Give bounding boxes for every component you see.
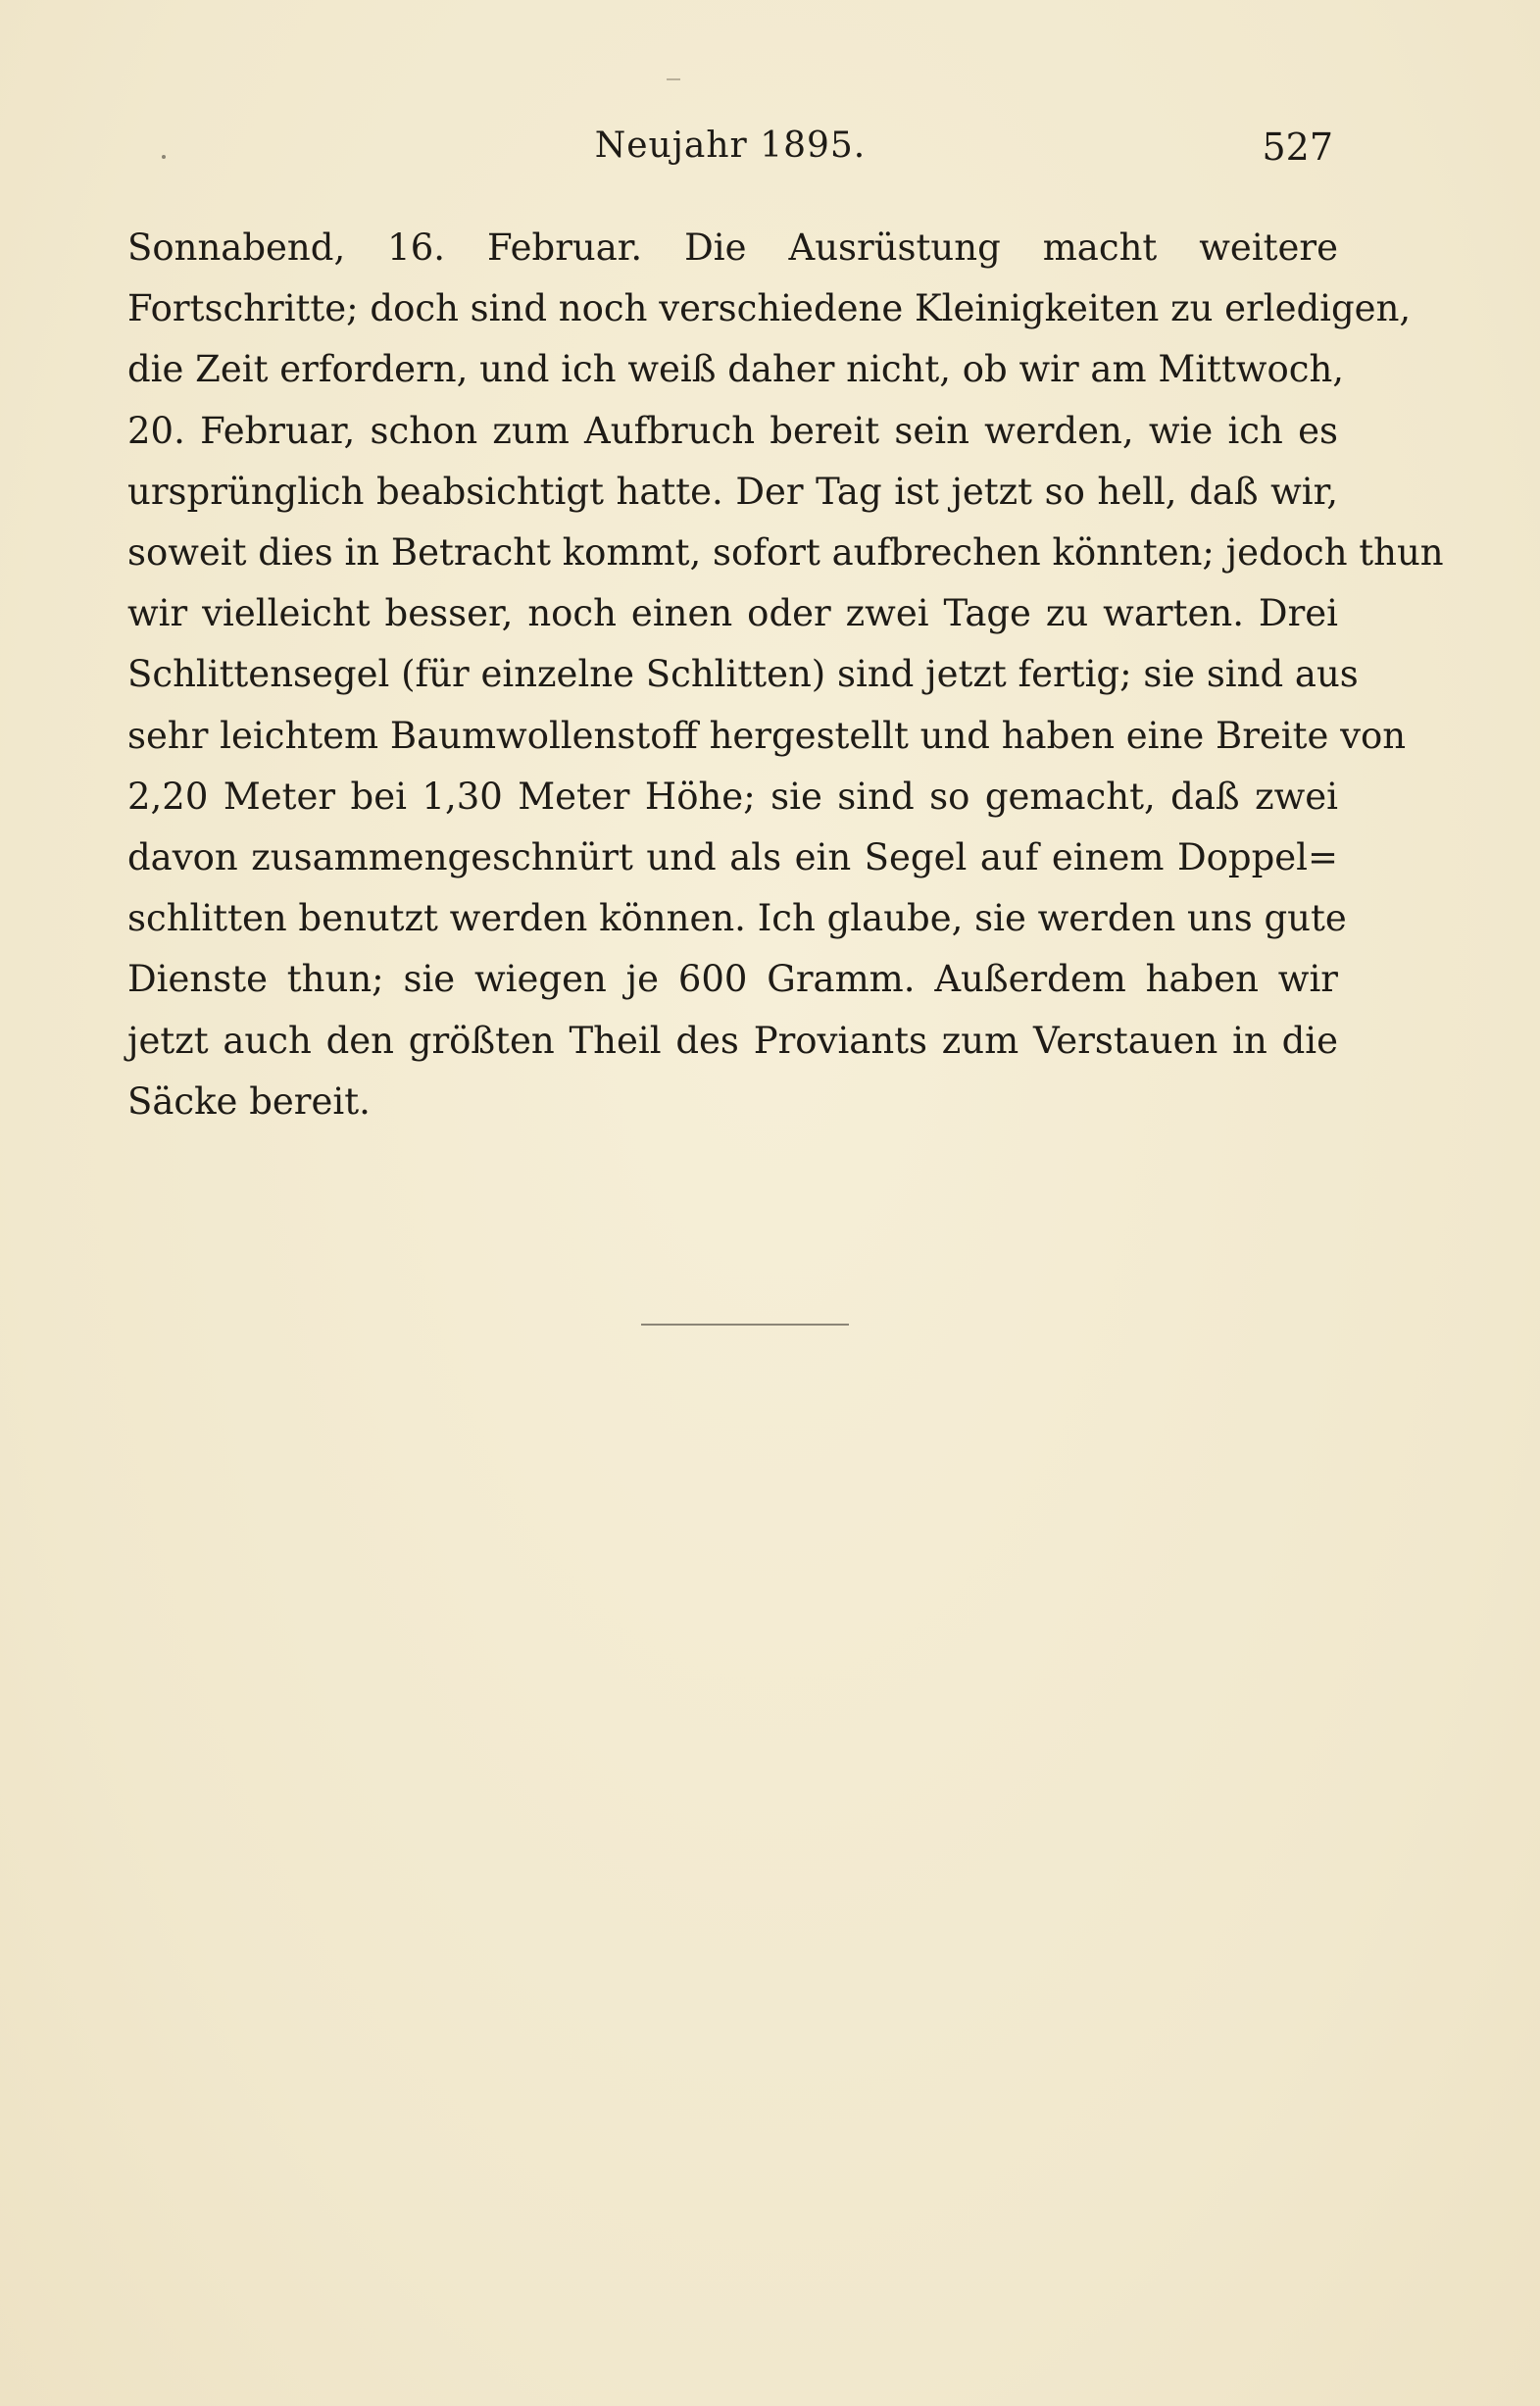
text-line: Dienste thun; sie wiegen je 600 Gramm. Außerdem haben wir	[127, 958, 1338, 1001]
section-divider	[641, 1324, 849, 1326]
text-line: Sonnabend, 16. Februar. Die Ausrüstung macht weitere	[127, 226, 1338, 269]
text-line: ursprünglich beabsichtigt hatte. Der Tag ist jetzt so hell, daß wir,	[127, 470, 1338, 513]
text-line: soweit dies in Betracht kommt, sofort aufbrechen könnten; jedoch thun	[127, 531, 1444, 575]
text-line: davon zusammengeschnürt und als ein Segel auf einem Doppel=	[127, 836, 1338, 879]
text-line: Säcke bereit.	[127, 1079, 371, 1123]
text-line: schlitten benutzt werden können. Ich glaube, sie werden uns gute	[127, 897, 1347, 940]
text-line: 20. Februar, schon zum Aufbruch bereit sein werden, wie ich es	[127, 409, 1338, 452]
text-line: sehr leichtem Baumwollenstoff hergestellt und haben eine Breite von	[127, 714, 1407, 757]
text-line: Schlittensegel (für einzelne Schlitten) sind jetzt fertig; sie sind aus	[127, 653, 1359, 696]
running-title: Neujahr 1895.	[594, 125, 867, 166]
text-line: wir vielleicht besser, noch einen oder zwei Tage zu warten. Drei	[127, 592, 1338, 635]
print-mark	[667, 78, 680, 80]
text-line: die Zeit erfordern, und ich weiß daher nicht, ob wir am Mittwoch,	[127, 348, 1345, 391]
text-line: jetzt auch den größten Theil des Proviants zum Verstauen in die	[127, 1019, 1338, 1062]
page-number: 527	[1262, 125, 1333, 169]
body-paragraph	[127, 218, 1444, 1132]
text-line: Fortschritte; doch sind noch verschiedene Kleinigkeiten zu erledigen,	[127, 287, 1412, 330]
running-head	[127, 125, 1333, 175]
text-line: 2,20 Meter bei 1,30 Meter Höhe; sie sind so gemacht, daß zwei	[127, 775, 1338, 818]
